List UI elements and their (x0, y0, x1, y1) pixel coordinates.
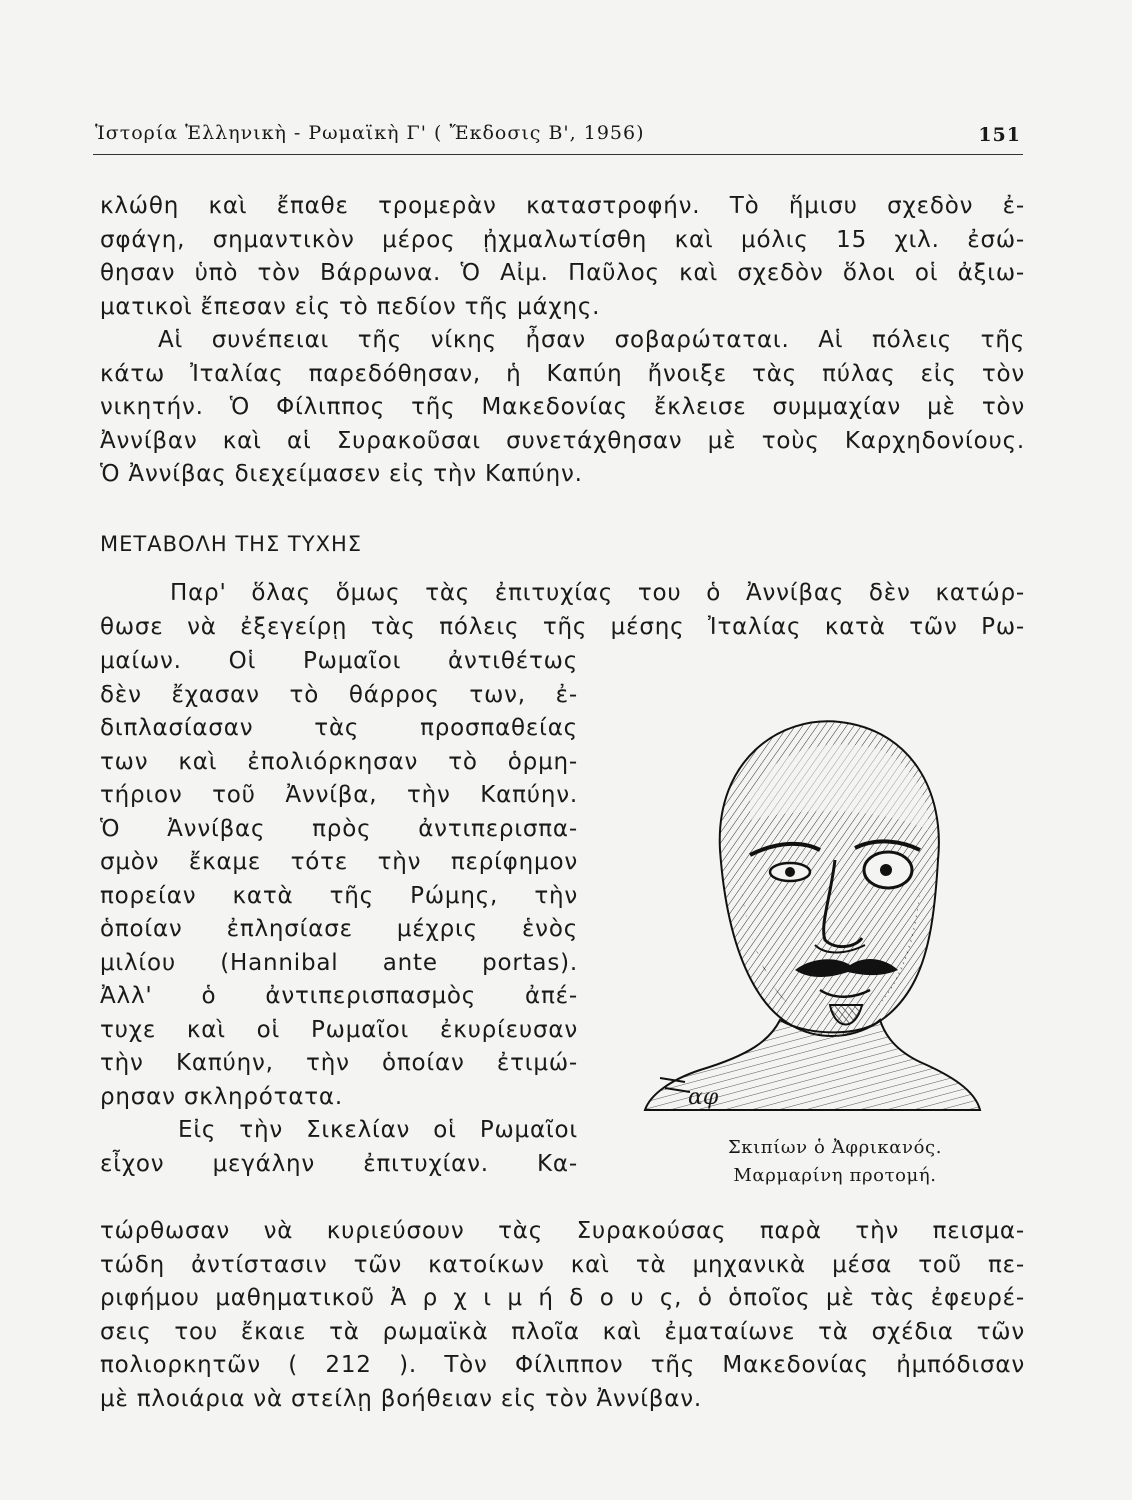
text-line: τυχε καὶ οἱ Ρωμαῖοι ἐκυρίευσαν (100, 1016, 578, 1043)
running-header (93, 118, 1023, 155)
text-line: μαίων. Οἱ Ρωμαῖοι ἀντιθέτως (100, 648, 578, 674)
text-line: σεις του ἔκαιε τὰ ρωμαϊκὰ πλοῖα καὶ ἐματαίωνε τὰ σχέδια τῶν (100, 1318, 1025, 1345)
text-line: δὲν ἔχασαν τὸ θάρρος των, ἐ- (100, 681, 578, 708)
text-line: των καὶ ἐπολιόρκησαν τὸ ὁρμη- (100, 748, 578, 775)
text-line: Αἱ συνέπειαι τῆς νίκης ἦσαν σοβαρώταται. Αἱ πόλεις τῆς (158, 327, 1025, 353)
figure-caption-subtitle: Μαρμαρίνη προτομή. (733, 1165, 937, 1186)
text-line: σμὸν ἔκαμε τότε τὴν περίφημον (100, 849, 578, 875)
text-line: πορείαν κατὰ τῆς Ρώμης, τὴν (100, 882, 578, 909)
text-line: ὁποίαν ἐπλησίασε μέχρις ἑνὸς (100, 916, 578, 942)
text-line: ριφήμου μαθηματικοῦ Ἀ ρ χ ι μ ή δ ο υ ς, ὁ ὁποῖος μὲ τὰς ἐφευρέ- (100, 1285, 1025, 1311)
text-line: εἶχον μεγάλην ἐπιτυχίαν. Κα- (100, 1150, 578, 1177)
text-line: Παρ' ὅλας ὅμως τὰς ἐπιτυχίας του ὁ Ἀννίβας δὲν κατώρ- (170, 580, 1025, 606)
text-line: σφάγη, σημαντικὸν μέρος ᾐχμαλωτίσθη καὶ μόλις 15 χιλ. ἐσώ- (100, 226, 1025, 253)
text-line: πολιορκητῶν ( 212 ). Τὸν Φίλιππον τῆς Μακεδονίας ἠμπόδισαν (100, 1352, 1025, 1378)
text-line: τήριον τοῦ Ἀννίβα, τὴν Καπύην. (100, 782, 578, 808)
text-line: θησαν ὑπὸ τὸν Βάρρωνα. Ὁ Αἰμ. Παῦλος καὶ σχεδὸν ὅλοι οἱ ἀξιω- (100, 260, 1025, 286)
text-line: Ὁ Ἀννίβας πρὸς ἀντιπερισπα- (100, 815, 578, 842)
section-heading: ΜΕΤΑΒΟΛΗ ΤΗΣ ΤΥΧΗΣ (100, 532, 363, 556)
text-line: μὲ πλοιάρια νὰ στείλῃ βοήθειαν εἰς τὸν Ἀννίβαν. (100, 1385, 703, 1412)
text-line: θωσε νὰ ἐξεγείρῃ τὰς πόλεις τῆς μέσης Ἰταλίας κατὰ τῶν Ρω- (100, 613, 1025, 640)
text-line: νικητήν. Ὁ Φίλιππος τῆς Μακεδονίας ἔκλεισε συμμαχίαν μὲ τὸν (100, 394, 1025, 420)
text-line: Ὁ Ἀννίβας διεχείμασεν εἰς τὴν Καπύην. (100, 461, 583, 487)
bust-drawing (630, 700, 990, 1120)
text-line: ματικοὶ ἔπεσαν εἰς τὸ πεδίον τῆς μάχης. (100, 293, 601, 320)
text-line: κλώθη καὶ ἔπαθε τρομερὰν καταστροφήν. Τὸ ἥμισυ σχεδὸν ἐ- (100, 193, 1025, 219)
text-line: Ἀλλ' ὁ ἀντιπερισπασμὸς ἀπέ- (100, 983, 578, 1009)
running-header-title: Ἱστορία Ἑλληνικὴ - Ρωμαϊκὴ Γ' ( Ἔκδοσις Β', 1956) (95, 122, 645, 144)
text-line: κάτω Ἰταλίας παρεδόθησαν, ἡ Καπύη ἤνοιξε τὰς πύλας εἰς τὸν (100, 360, 1025, 387)
text-line: μιλίου (Hannibal ante portas). (100, 949, 578, 976)
text-line: ρησαν σκληρότατα. (100, 1083, 343, 1110)
page-number: 151 (978, 124, 1021, 146)
paragraph-sicily (100, 1215, 1025, 1416)
text-line: διπλασίασαν τὰς προσπαθείας (100, 715, 578, 741)
artist-signature: αφ (688, 1085, 719, 1110)
text-line: Ἀννίβαν καὶ αἱ Συρακοῦσαι συνετάχθησαν μὲ τοὺς Καρχηδονίους. (100, 427, 1025, 454)
scipio-bust-illustration (630, 700, 990, 1120)
text-line: τὴν Καπύην, τὴν ὁποίαν ἐτιμώ- (100, 1050, 578, 1076)
paragraph-change-of-fortune (100, 577, 1025, 644)
text-line: Εἰς τὴν Σικελίαν οἱ Ρωμαῖοι (178, 1117, 578, 1143)
paragraph-cannae-aftermath (100, 190, 1025, 492)
figure-caption-title: Σκιπίων ὁ Ἀφρικανός. (727, 1137, 943, 1158)
paragraph-narrow-column (100, 645, 578, 1181)
text-line: τώδη ἀντίστασιν τῶν κατοίκων καὶ τὰ μηχανικὰ μέσα τοῦ πε- (100, 1251, 1025, 1278)
text-line: τώρθωσαν νὰ κυριεύσουν τὰς Συρακούσας παρὰ τὴν πεισμα- (100, 1218, 1025, 1244)
